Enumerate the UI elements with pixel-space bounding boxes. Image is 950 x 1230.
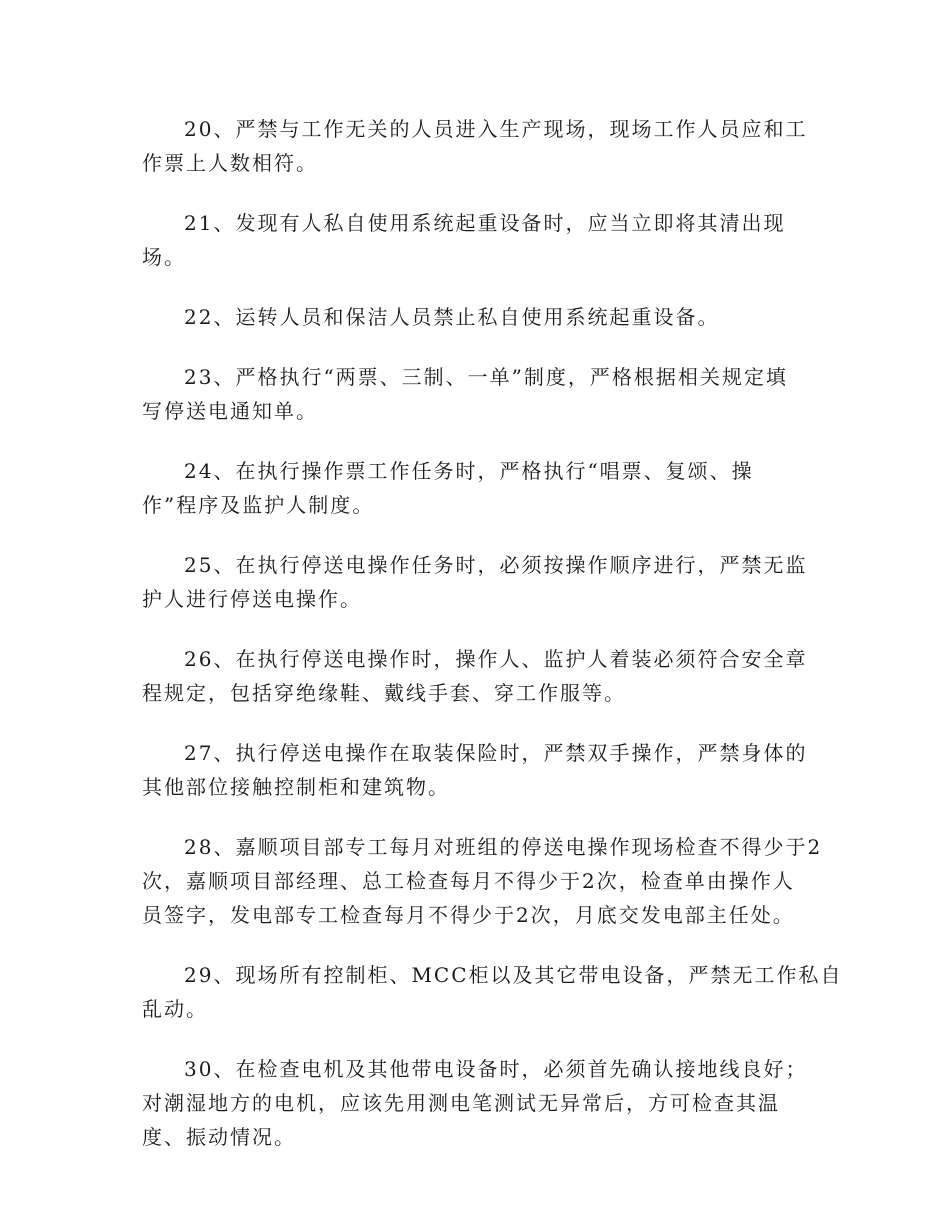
paragraph-line: 场。: [142, 245, 186, 269]
paragraph-line: 乱动。: [142, 997, 208, 1021]
paragraph-line: 次，嘉顺项目部经理、总工检查每月不得少于2次，检查单由操作人: [142, 869, 795, 893]
paragraph-line: 护人进行停送电操作。: [142, 587, 362, 611]
document-page: [142, 112, 843, 1180]
paragraph-line: 23、严格执行“两票、三制、一单”制度，严格根据相关规定填: [184, 365, 788, 389]
rule-28: [142, 830, 823, 932]
paragraph-line: 25、在执行停送电操作任务时，必须按操作顺序进行，严禁无监: [184, 553, 808, 577]
rule-20: [142, 112, 814, 180]
paragraph-line: 24、在执行操作票工作任务时，严格执行“唱票、复颂、操: [184, 459, 754, 483]
paragraph-line: 其他部位接触控制柜和建筑物。: [142, 775, 450, 799]
rule-27: [142, 736, 814, 804]
paragraph-line: 29、现场所有控制柜、MCC柜以及其它带电设备，严禁无工作私自: [184, 963, 843, 987]
paragraph-line: 28、嘉顺项目部专工每月对班组的停送电操作现场检查不得少于2: [184, 835, 823, 859]
rule-21: [142, 206, 814, 274]
rule-22: [142, 300, 814, 334]
paragraph-line: 作票上人数相符。: [142, 151, 318, 175]
paragraph-line: 26、在执行停送电操作时，操作人、监护人着装必须符合安全章: [184, 647, 808, 671]
paragraph-line: 对潮湿地方的电机，应该先用测电笔测试无异常后，方可检查其温: [142, 1091, 780, 1115]
rule-29: [142, 958, 843, 1026]
paragraph-line: 30、在检查电机及其他带电设备时，必须首先确认接地线良好；: [184, 1057, 808, 1081]
paragraph-line: 21、发现有人私自使用系统起重设备时，应当立即将其清出现: [184, 211, 786, 235]
paragraph-line: 20、严禁与工作无关的人员进入生产现场，现场工作人员应和工: [184, 117, 808, 141]
rule-23: [142, 360, 814, 428]
rule-26: [142, 642, 814, 710]
paragraph-line: 22、运转人员和保洁人员禁止私自使用系统起重设备。: [184, 305, 720, 329]
paragraph-line: 27、执行停送电操作在取装保险时，严禁双手操作，严禁身体的: [184, 741, 808, 765]
paragraph-line: 员签字，发电部专工检查每月不得少于2次，月底交发电部主任处。: [142, 903, 795, 927]
paragraph-line: 程规定，包括穿绝缘鞋、戴线手套、穿工作服等。: [142, 681, 626, 705]
rule-25: [142, 548, 814, 616]
paragraph-line: 写停送电通知单。: [142, 399, 318, 423]
paragraph-line: 作”程序及监护人制度。: [142, 493, 375, 517]
paragraph-line: 度、振动情况。: [142, 1125, 296, 1149]
rule-30: [142, 1052, 814, 1154]
rule-24: [142, 454, 814, 522]
